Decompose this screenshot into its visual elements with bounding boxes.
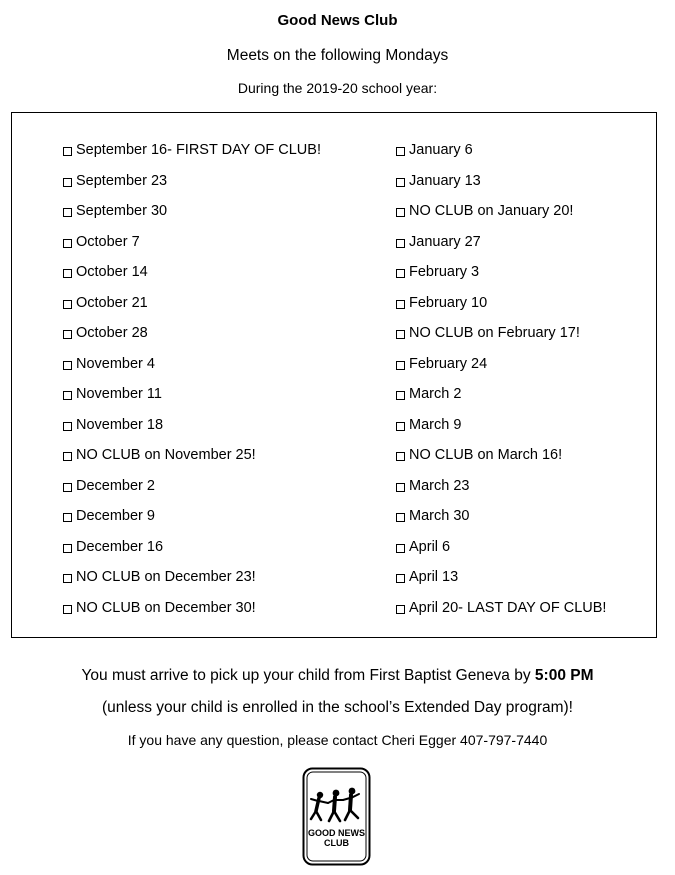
checkbox-icon bbox=[396, 300, 405, 309]
schedule-date-item bbox=[63, 140, 321, 171]
schedule-date-label: November 11 bbox=[76, 386, 162, 402]
schedule-date-label: November 4 bbox=[76, 355, 155, 372]
schedule-date-item bbox=[63, 537, 321, 568]
schedule-left-column bbox=[63, 140, 321, 628]
schedule-date-item bbox=[63, 506, 321, 537]
checkbox-icon bbox=[396, 208, 405, 217]
schedule-date-item bbox=[63, 445, 321, 476]
schedule-date-item bbox=[396, 354, 606, 385]
schedule-date-label: April 6 bbox=[409, 538, 451, 555]
schedule-date-item bbox=[396, 567, 606, 598]
checkbox-icon bbox=[396, 330, 405, 339]
contact-line: If you have any question, please contact Cheri Egger 407-797-7440 bbox=[127, 732, 548, 748]
schedule-date-label: January 27 bbox=[409, 233, 481, 250]
schedule-date-label: NO CLUB on January 20! bbox=[409, 203, 574, 219]
schedule-right-column bbox=[396, 140, 606, 628]
logo-text-line2: CLUB bbox=[324, 838, 349, 848]
checkbox-icon bbox=[63, 452, 72, 461]
checkbox-icon bbox=[63, 330, 72, 339]
schedule-date-item bbox=[63, 354, 321, 385]
schedule-date-item bbox=[396, 201, 606, 232]
schedule-date-item bbox=[63, 171, 321, 202]
schedule-date-label: March 30 bbox=[409, 508, 470, 524]
schedule-date-label: September 16- FIRST DAY OF CLUB! bbox=[76, 142, 321, 158]
schedule-date-label: April 13 bbox=[409, 569, 459, 585]
checkbox-icon bbox=[396, 513, 405, 522]
schedule-date-item bbox=[63, 415, 321, 446]
schedule-date-item bbox=[63, 567, 321, 598]
schedule-date-item bbox=[63, 476, 321, 507]
checkbox-icon bbox=[63, 178, 72, 187]
schedule-date-item bbox=[396, 262, 606, 293]
pickup-time: 5:00 PM bbox=[534, 667, 594, 684]
schedule-date-item bbox=[396, 415, 606, 446]
schedule-date-item bbox=[63, 232, 321, 263]
extended-day-note: (unless your child is enrolled in the school’s Extended Day program)! bbox=[102, 699, 573, 716]
schedule-date-label: February 24 bbox=[409, 355, 488, 372]
schedule-date-label: December 2 bbox=[76, 477, 155, 494]
checkbox-icon bbox=[396, 452, 405, 461]
page-title: Good News Club bbox=[277, 12, 398, 29]
checkbox-icon bbox=[63, 361, 72, 370]
schedule-date-label: December 16 bbox=[76, 538, 164, 555]
schedule-date-item bbox=[396, 537, 606, 568]
checkbox-icon bbox=[396, 239, 405, 248]
checkbox-icon bbox=[63, 422, 72, 431]
schedule-date-label: February 3 bbox=[409, 264, 480, 280]
checkbox-icon bbox=[63, 513, 72, 522]
schedule-date-label: NO CLUB on February 17! bbox=[409, 325, 580, 341]
schedule-date-label: NO CLUB on November 25! bbox=[76, 447, 256, 463]
schedule-date-label: December 9 bbox=[76, 508, 155, 524]
checkbox-icon bbox=[396, 574, 405, 583]
schedule-date-item bbox=[396, 171, 606, 202]
logo-text-line1: GOOD NEWS bbox=[307, 828, 366, 838]
checkbox-icon bbox=[396, 269, 405, 278]
schedule-date-item bbox=[63, 293, 321, 324]
school-year-line: During the 2019-20 school year: bbox=[237, 80, 438, 96]
schedule-date-label: October 14 bbox=[76, 264, 148, 280]
checkbox-icon bbox=[396, 483, 405, 492]
schedule-date-item bbox=[396, 232, 606, 263]
schedule-date-item bbox=[63, 598, 321, 629]
schedule-date-label: March 23 bbox=[409, 477, 470, 494]
checkbox-icon bbox=[396, 605, 405, 614]
schedule-date-label: January 6 bbox=[409, 142, 473, 158]
checkbox-icon bbox=[63, 605, 72, 614]
schedule-date-item bbox=[63, 201, 321, 232]
page-subtitle: Meets on the following Mondays bbox=[226, 47, 449, 64]
checkbox-icon bbox=[63, 147, 72, 156]
schedule-date-label: October 28 bbox=[76, 325, 148, 341]
schedule-date-item bbox=[396, 506, 606, 537]
checkbox-icon bbox=[63, 208, 72, 217]
schedule-date-item bbox=[396, 384, 606, 415]
schedule-date-label: October 21 bbox=[76, 294, 148, 311]
schedule-box bbox=[11, 112, 657, 638]
checkbox-icon bbox=[396, 422, 405, 431]
schedule-date-item bbox=[396, 598, 606, 629]
schedule-date-item bbox=[396, 445, 606, 476]
schedule-date-item bbox=[396, 140, 606, 171]
checkbox-icon bbox=[396, 391, 405, 400]
schedule-date-label: February 10 bbox=[409, 294, 488, 311]
schedule-date-label: November 18 bbox=[76, 416, 164, 433]
checkbox-icon bbox=[396, 178, 405, 187]
schedule-date-item bbox=[63, 262, 321, 293]
good-news-club-logo bbox=[302, 767, 371, 866]
schedule-date-label: March 9 bbox=[409, 416, 462, 433]
schedule-date-item bbox=[63, 323, 321, 354]
pickup-prefix: You must arrive to pick up your child from First Baptist Geneva by bbox=[81, 667, 531, 684]
pickup-instruction bbox=[0, 667, 675, 685]
checkbox-icon bbox=[396, 147, 405, 156]
schedule-date-label: October 7 bbox=[76, 233, 140, 250]
schedule-date-label: NO CLUB on December 30! bbox=[76, 599, 256, 616]
schedule-date-label: September 23 bbox=[76, 172, 168, 189]
checkbox-icon bbox=[63, 391, 72, 400]
checkbox-icon bbox=[396, 544, 405, 553]
schedule-date-label: April 20- LAST DAY OF CLUB! bbox=[409, 599, 607, 616]
schedule-date-label: NO CLUB on December 23! bbox=[76, 569, 256, 585]
schedule-date-item bbox=[396, 293, 606, 324]
checkbox-icon bbox=[63, 483, 72, 492]
schedule-date-label: March 2 bbox=[409, 386, 462, 402]
schedule-date-label: September 30 bbox=[76, 203, 168, 219]
checkbox-icon bbox=[396, 361, 405, 370]
checkbox-icon bbox=[63, 544, 72, 553]
schedule-date-item bbox=[63, 384, 321, 415]
schedule-date-item bbox=[396, 323, 606, 354]
schedule-date-item bbox=[396, 476, 606, 507]
checkbox-icon bbox=[63, 300, 72, 309]
checkbox-icon bbox=[63, 269, 72, 278]
schedule-date-label: January 13 bbox=[409, 172, 481, 189]
checkbox-icon bbox=[63, 574, 72, 583]
schedule-date-label: NO CLUB on March 16! bbox=[409, 447, 563, 463]
checkbox-icon bbox=[63, 239, 72, 248]
